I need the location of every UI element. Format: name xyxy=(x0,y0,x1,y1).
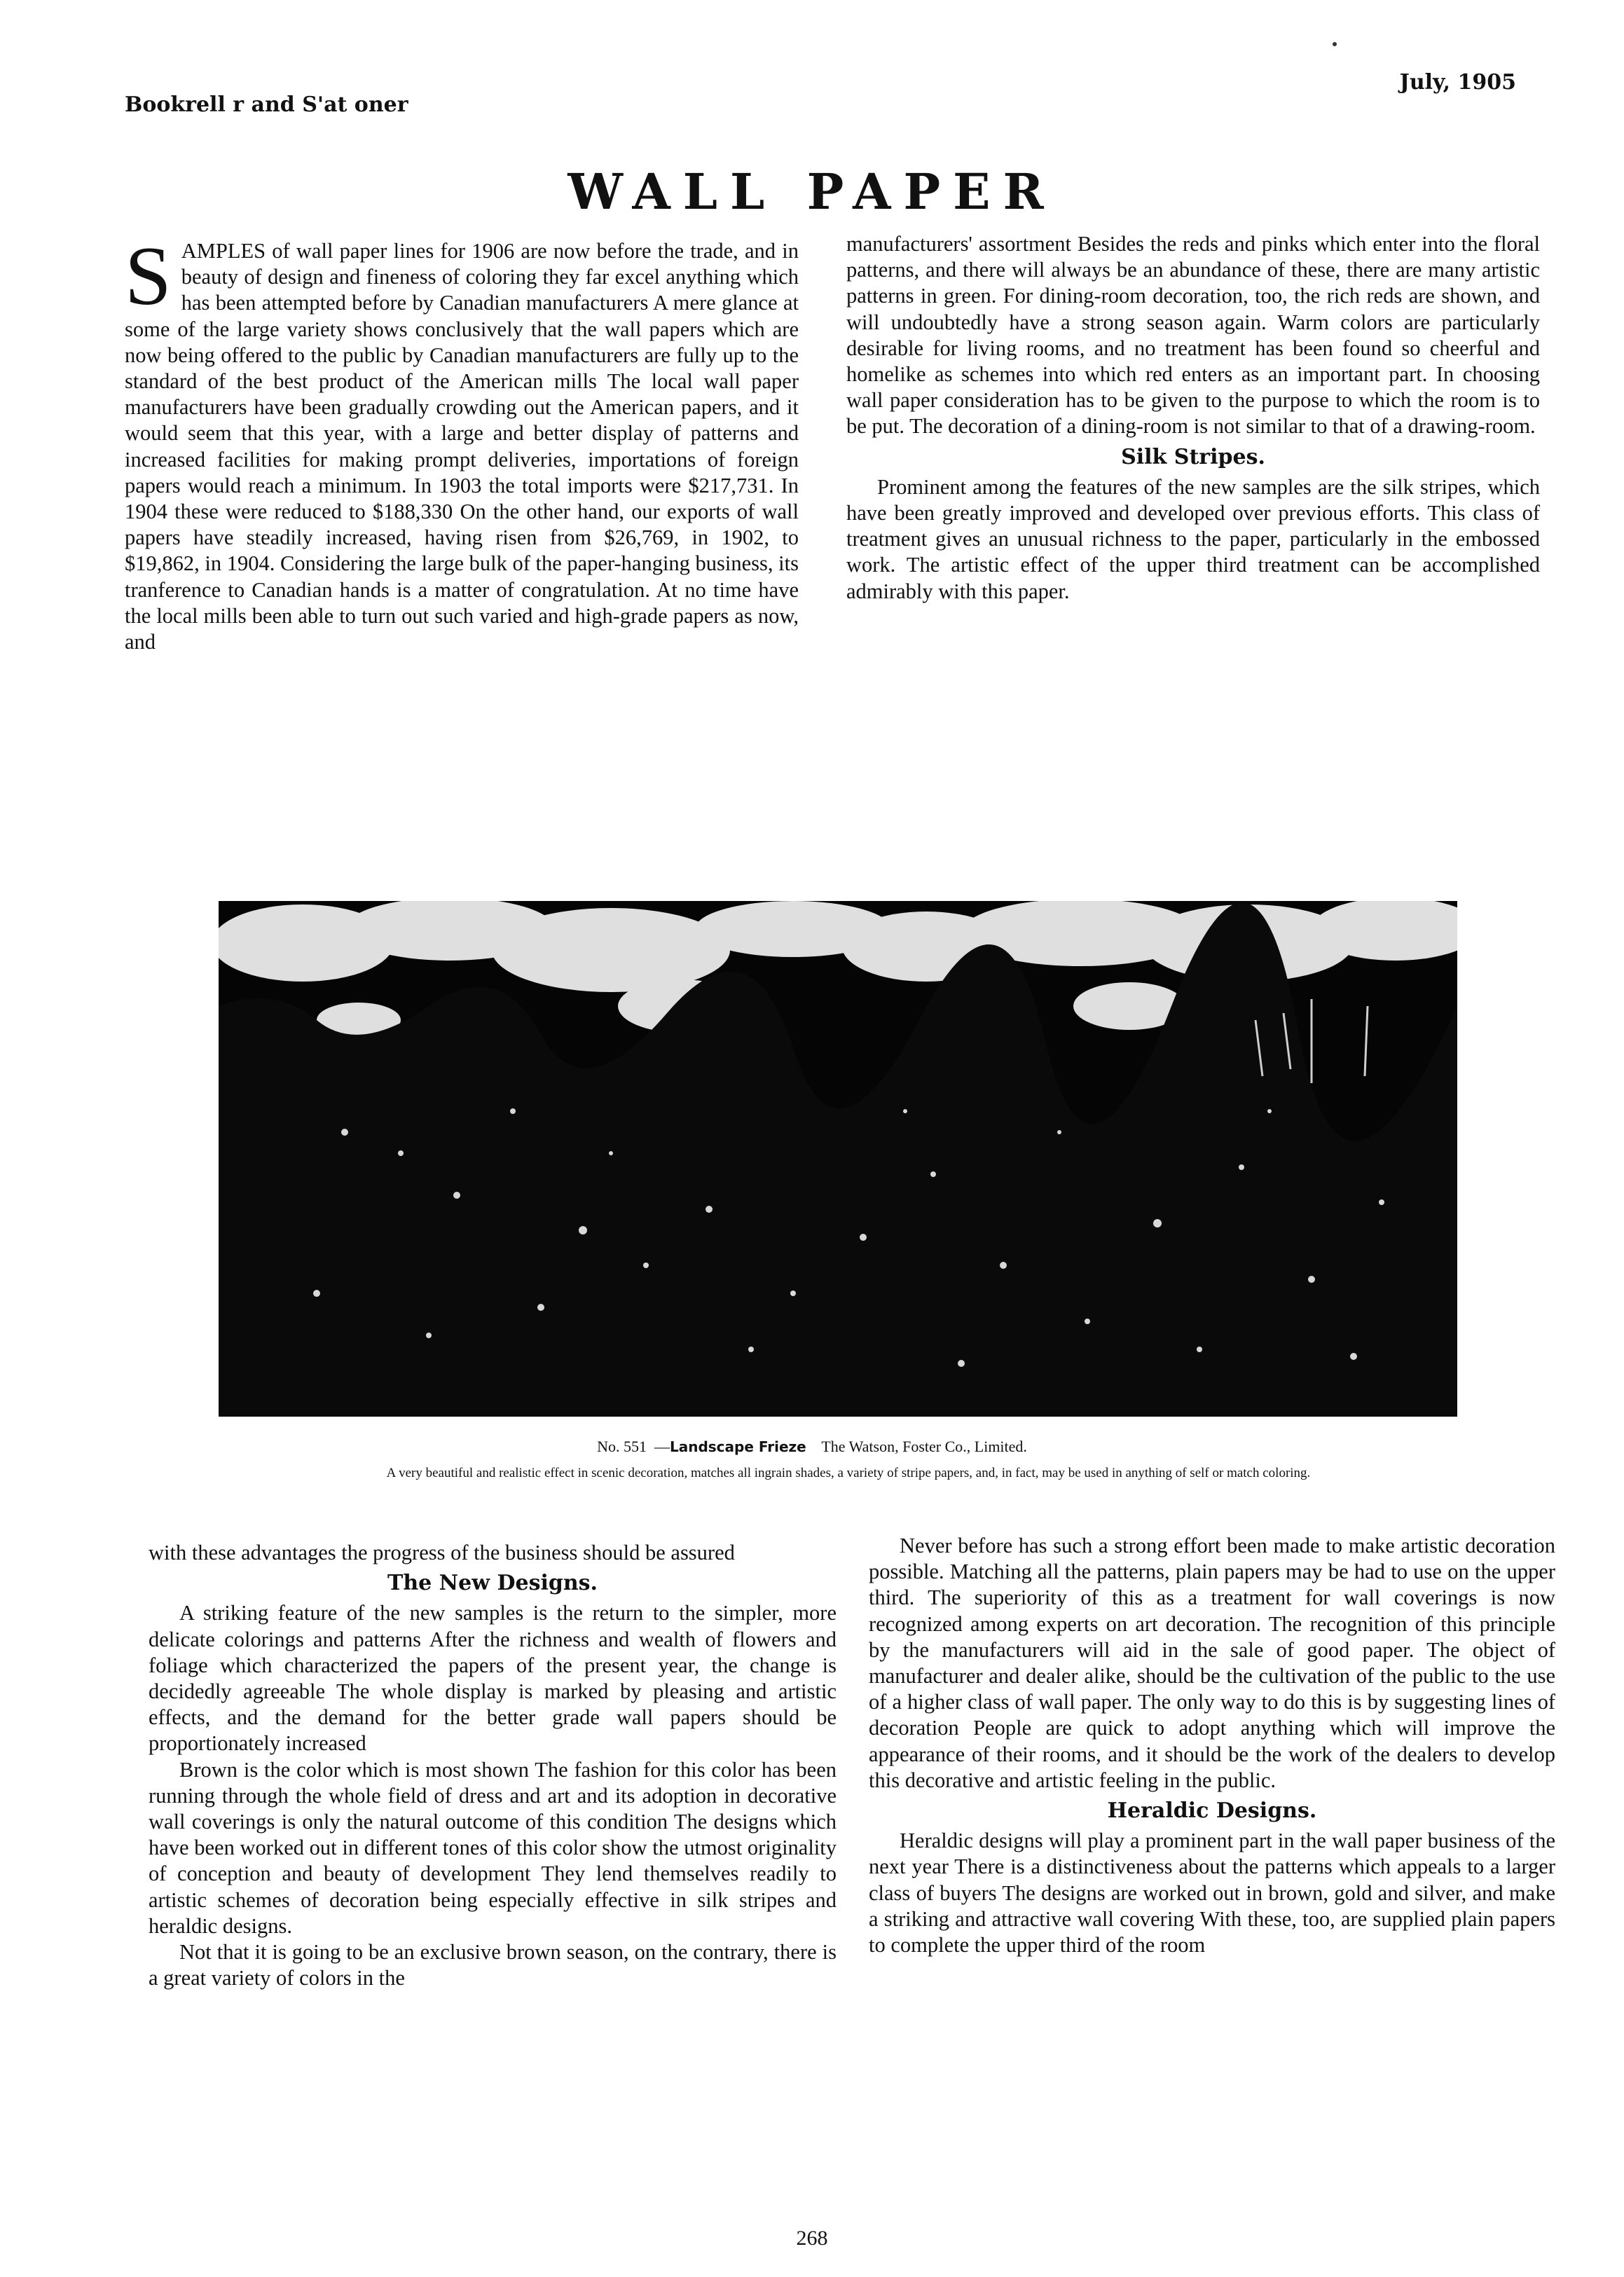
column-4-paragraph-1: Never before has such a strong effort been made to make artistic decoration possible. Matching all the patterns, plain papers may be had to use on the upper third. The superiority of this as a treatment for wall coverings is now recognized among experts on art decoration. The recognition of this principle by the manufacturers will aid in the sale of good paper. The object of manufacturer and dealer alike, should be the cultivation of the public to the use of a higher class of wall paper. The only way to do this is by suggesting lines of decoration People are quick to adopt anything which will improve the appearance of their rooms, and it should be the work of the dealers to develop this decorative and artistic feeling in the public. xyxy=(869,1534,1555,1792)
column-2-paragraph-2: Prominent among the features of the new samples are the silk stripes, which have been greatly improved and developed over previous efforts. This class of treatment gives an unusual richness to the paper, particularly in the embossed work. The artistic effect of the upper third treatment can be accomplished admirably with this paper. xyxy=(846,474,1540,603)
column-2-paragraph-1: manufacturers' assortment Besides the reds and pinks which enter into the floral patterns, and there will always be an abundance of these, there are many artistic patterns in green. For dining-room decoration, too, the rich reds are shown, and will undoubtedly have a strong season again. Warm colors are particularly desirable for living rooms, and no treatment has been found so cheerful and homelike as schemes into which red enters as an important part. In choosing wall paper consideration has to be given to the purpose to which the room is to be put. The decoration of a dining-room is not similar to that of a drawing-room. xyxy=(846,232,1540,439)
column-2 xyxy=(846,231,1540,605)
column-4-paragraph-2: Heraldic designs will play a prominent part in the wall paper business of the next year There is a distinctiveness about the patterns which appeals to a larger class of buyers The designs are worked out in brown, gold and silver, and make a striking and attractive wall covering With these, too, are supplied plain papers to complete the upper third of the room xyxy=(869,1829,1555,1958)
landscape-frieze-image xyxy=(219,901,1457,1417)
publication-header: Bookrell r and S'at oner xyxy=(125,92,408,117)
column-1 xyxy=(125,229,799,655)
article-title: WALL PAPER xyxy=(567,163,1057,221)
page-number: 268 xyxy=(796,2227,828,2250)
figure-caption-title: No. 551 —Landscape Frieze The Watson, Foster Co., Limited. xyxy=(597,1438,1027,1455)
landscape-frieze-photo xyxy=(219,901,1457,1417)
column-4 xyxy=(869,1533,1555,1958)
column-3-paragraph-2: A striking feature of the new samples is the return to the simpler, more delicate colorings and patterns After the richness and wealth of flowers and foliage which characterized the papers of the present year, the change is decidedly agreeable The whole display is marked by pleasing and artistic effects, and the demand for the better grade wall papers should be proportionately increased xyxy=(149,1601,837,1756)
column-3-paragraph-3: Brown is the color which is most shown The fashion for this color has been running through the whole field of dress and art and its adoption in decorative wall coverings is only the natural outcome of this condition The designs which have been worked out in different tones of this color show the utmost originality of conception and beauty of development They lend themselves readily to artistic schemes of decoration being especially effective in silk stripes and heraldic designs. xyxy=(149,1757,837,1938)
figure-title: Landscape Frieze xyxy=(669,1438,806,1455)
speck-mark xyxy=(1333,42,1337,46)
figure-number: No. 551 xyxy=(597,1438,647,1455)
issue-date: July, 1905 xyxy=(1399,70,1516,95)
column-1-paragraph-1: AMPLES of wall paper lines for 1906 are now before the trade, and in beauty of design and fineness of coloring they far excel anything which has been attempted before by Canadian manufacturers A mere glance at some of the large variety shows conclusively that the wall papers which are now being offered to the public by Canadian manufacturers are fully up to the standard of the best product of the American mills The local wall paper manufacturers have been gradually crowding out the American papers, and it would seem that this year, with a large and better display of patterns and increased facilities for making prompt deliveries, importations of foreign papers would reach a minimum. In 1903 the total imports were $217,731. In 1904 these were reduced to $188,330 On the other hand, our exports of wall papers have steadily increased, having risen from $26,769, in 1902, to $19,862, in 1904. Considering the large bulk of the paper-hanging business, its tranference to Canadian hands is a matter of congratulation. At no time have the local mills been able to turn out such varied and high-grade papers as now, and xyxy=(125,239,799,654)
column-3-paragraph-1: with these advantages the progress of the business should be assured xyxy=(149,1541,735,1564)
subhead-heraldic-designs: Heraldic Designs. xyxy=(1107,1798,1317,1824)
figure-maker: The Watson, Foster Co., Limited. xyxy=(821,1438,1027,1455)
figure-caption-description: A very beautiful and realistic effect in scenic decoration, matches all ingrain shades, a variety of stripe papers, and, in fact, may be used in anything of self or match coloring. xyxy=(386,1466,1311,1480)
drop-cap: S xyxy=(125,229,172,322)
column-3 xyxy=(149,1540,837,1991)
subhead-new-designs: The New Designs. xyxy=(387,1571,598,1596)
column-3-paragraph-4: Not that it is going to be an exclusive brown season, on the contrary, there is a great variety of colors in the xyxy=(149,1940,837,1990)
subhead-silk-stripes: Silk Stripes. xyxy=(1121,444,1265,469)
